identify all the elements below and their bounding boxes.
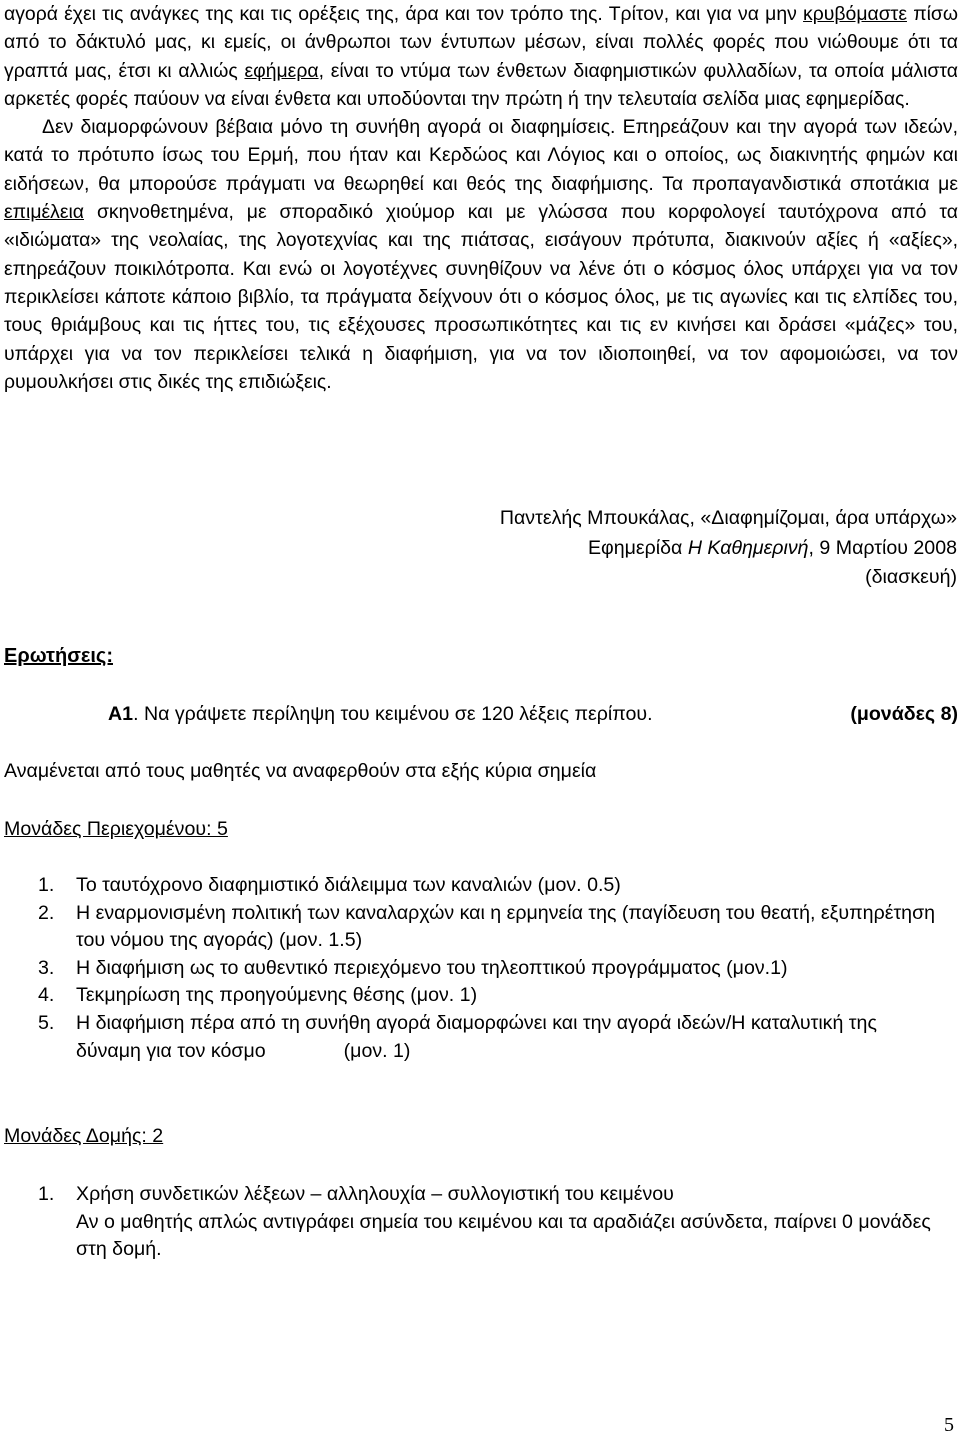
passage-p1-part-a: αγορά έχει τις ανάγκες της και τις ορέξεις της, άρα και τον τρόπο της. Τρίτον, και για να μην xyxy=(4,3,804,25)
underlined-word-kryvomaste: κρυβόμαστε xyxy=(803,3,907,25)
expected-points-intro: Αναμένεται από τους μαθητές να αναφερθούν στα εξής κύρια σημεία xyxy=(4,760,597,782)
list-item: 1. Το ταυτόχρονο διαφημιστικό διάλειμμα των καναλιών (μον. 0.5) xyxy=(38,874,621,896)
citation-author-title: Παντελής Μπουκάλας, «Διαφημίζομαι, άρα υπάρχω» xyxy=(499,507,957,529)
citation xyxy=(500,504,957,593)
newspaper-name: Η Καθημερινή xyxy=(687,536,809,559)
underlined-word-efimera: εφήμερα xyxy=(244,59,319,82)
question-a1-text: . Να γράψετε περίληψη του κειμένου σε 120 λέξεις περίπου. xyxy=(133,703,653,725)
structure-note: Αν ο μαθητής απλώς αντιγράφει σημεία του κειμένου και τα αραδιάζει ασύνδετα, παίρνει 0 μονάδες στη δομή. xyxy=(76,1210,931,1261)
list-item: 4. Τεκμηρίωση της προηγούμενης θέσης (μον. 1) xyxy=(38,984,478,1007)
structure-points-heading: Μονάδες Δομής: 2 xyxy=(4,1125,164,1147)
question-a1-label: Α1 xyxy=(108,703,134,725)
citation-note: (διασκευή) xyxy=(865,566,957,589)
underlined-word-epimeleia: επιμέλεια xyxy=(4,201,85,224)
passage-p2-part-a: Δεν διαμορφώνουν βέβαια μόνο τη συνήθη αγορά οι διαφημίσεις. Επηρεάζουν και την αγορά των ιδεών, κατά το πρότυπο ίσως του Ερμή, που ήταν και Κερδώος και Λόγιος και ο οποίος, ως διακινητής φημών και ειδήσεων, θα μπορούσε πράγματι να θεωρηθεί και θεός της διαφήμισης. Τα προπαγανδιστικά σποτάκια με xyxy=(4,116,958,195)
structure-points-list xyxy=(38,1181,938,1264)
passage-p2-part-b: σκηνοθετημένα, με σποραδικό χιούμορ και με γλώσσα που κορφολογεί ταυτόχρονα από τα «ιδιώματα» της νεολαίας, της λογοτεχνίας και της πιάτσας, εισάγουν πρότυπα, διακινούν αξίες ή «αξίες», επηρεάζουν ποικιλότροπα. Και ενώ οι λογοτέχνες συνηθίζουν να λένε ότι ο κόσμος όλος υπάρχει για να τον περικλείσει κάποτε κάποιο βιβλίο, τα πράγματα δείχνουν ότι ο κόσμος όλος, με τις αγωνίες και τις ελπίδες του, τους θριάμβους και τις ήττες του, τις εξέχουσες προσωπικότητες και τις εν κινήσει και δράσει «μάζες» του, υπάρχει για να τον περικλείσει τελικά η διαφήμιση, για να τον ιδιοποιηθεί, να τον αφομοιώσει, να τον ρυμουλκήσει στις δικές της επιδιώξεις. xyxy=(4,201,958,393)
questions-heading: Ερωτήσεις: xyxy=(4,645,113,667)
list-item: 5. Η διαφήμιση πέρα από τη συνήθη αγορά διαμορφώνει και την αγορά ιδεών/Η καταλυτική της δύναμη για τον κόσμο (μον. 1) xyxy=(38,1011,877,1062)
list-item: 3. Η διαφήμιση ως το αυθεντικό περιεχόμενο του τηλεοπτικού προγράμματος (μον.1) xyxy=(38,956,788,979)
question-a1-points: (μονάδες 8) xyxy=(850,703,958,725)
passage-text xyxy=(4,0,958,396)
question-a1 xyxy=(108,703,958,726)
content-points-heading: Μονάδες Περιεχομένου: 5 xyxy=(4,818,228,840)
content-points-list xyxy=(38,872,938,1065)
list-item: 1. Χρήση συνδετικών λέξεων – αλληλουχία – συλλογιστική του κειμένου Αν ο μαθητής απλώς αντιγράφει σημεία του κειμένου και τα αραδιάζει ασύνδετα, παίρνει 0 μονάδες στη δομή. xyxy=(38,1183,931,1261)
passage-p1-part-b: πίσω από το δάκτυλό μας, κι εμείς, οι άνθρωποι των έντυπων μέσων, είναι πολλές φορές που νιώθουμε ότι τα γραπτά μας, έτσι κι αλλιώς xyxy=(4,3,958,82)
citation-source: Εφημερίδα Η Καθημερινή, 9 Μαρτίου 2008 xyxy=(587,536,957,559)
list-item: 2. Η εναρμονισμένη πολιτική των καναλαρχών και η ερμηνεία της (παγίδευση του θεατή, εξυπηρέτηση του νόμου της αγοράς) (μον. 1.5) xyxy=(38,901,936,952)
passage-p1-part-c: , είναι το ντύμα των ένθετων διαφημιστικών φυλλαδίων, τα οποία μάλιστα αρκετές φορές παύουν να είναι ένθετα και υποδύονται την πρώτη ή την τελευταία σελίδα μιας εφημερίδας. xyxy=(4,59,959,110)
page-number: 5 xyxy=(944,1414,954,1436)
